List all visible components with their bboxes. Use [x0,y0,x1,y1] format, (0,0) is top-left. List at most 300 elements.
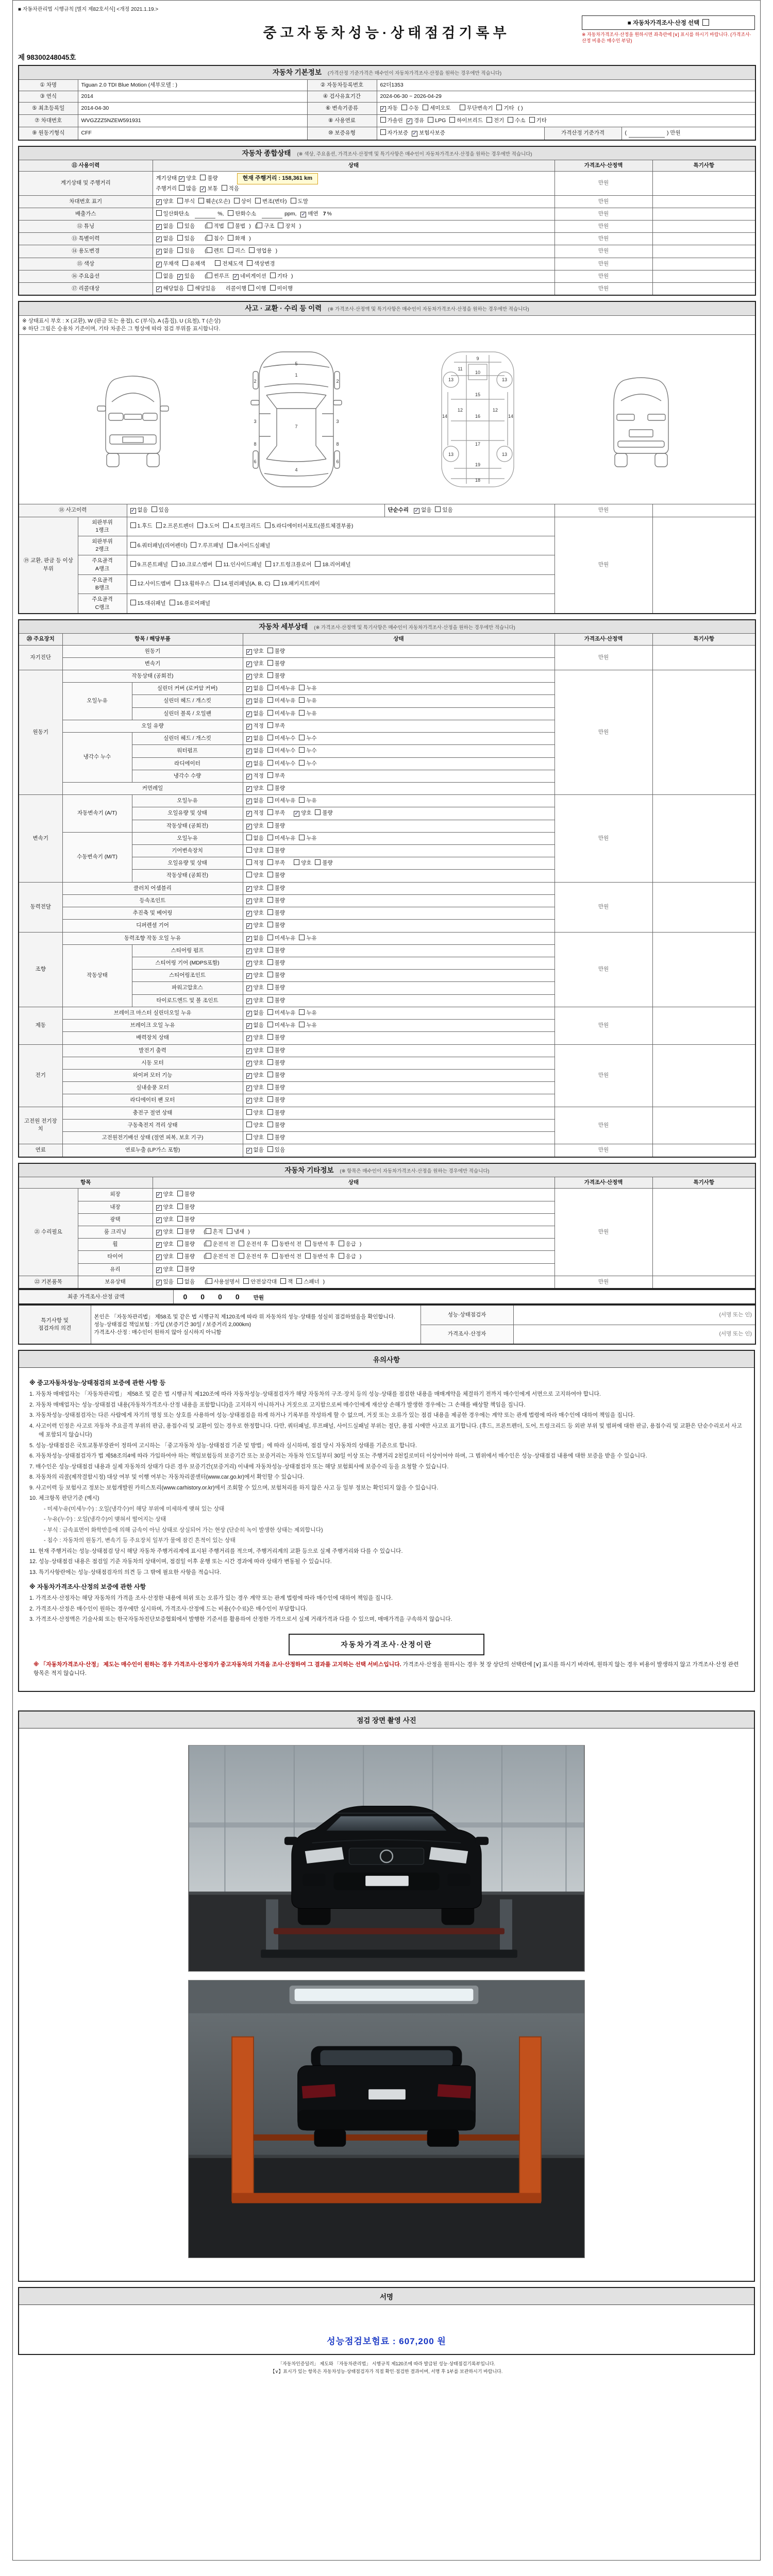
checkbox-10.크로스멤버[interactable]: 10.크로스멤버 [172,561,212,569]
document-page [12,0,761,2561]
checkbox-전기[interactable]: 전기 [486,117,504,125]
checkbox-누유[interactable]: 누유 [299,1009,316,1017]
sub-label: 실린더 커버 (로커암 커버) [132,683,243,695]
checkbox-불량[interactable]: 불량 [177,1266,195,1274]
checkbox-경유[interactable]: ✓ 경유 [407,117,425,125]
checkbox-2.프론트펜더[interactable]: 2.프론트펜더 [156,522,194,530]
checkbox-없음[interactable]: ✓ 없음 [246,710,264,717]
field-label: ⑩ 보증유형 [307,127,377,140]
sub-label: 실린더 블록 / 오일팬 [132,707,243,720]
checkbox-미세누수[interactable]: 미세누수 [267,760,296,768]
label-text: %, [217,210,224,217]
checkbox-18.리어패널[interactable]: 18.리어패널 [315,561,350,569]
checkbox-불량[interactable]: 불량 [267,972,285,979]
checkbox-양호[interactable]: ✓ 양호 [156,1228,174,1235]
checkbox-무채색[interactable]: ✓ 무채색 [156,260,179,267]
checkbox-3.도어[interactable]: 3.도어 [197,522,220,530]
sub-label: 수동변속기 (M/T) [62,832,132,882]
checkbox-없음[interactable]: ✓ 없음 [246,735,264,742]
checkbox-유채색[interactable]: 유채색 [182,260,205,268]
checkbox-해당없음[interactable]: ✓ 해당없음 [156,285,184,293]
label-text: ) [299,223,301,230]
fee-label: 성능점검보험료 : [327,2336,396,2347]
checkbox-양호[interactable]: ✓ 양호 [246,1059,264,1066]
field-label: ⑬ 특별이력 [19,233,153,245]
checkbox-불량[interactable]: 불량 [267,822,285,830]
price-cell: 만원 [554,258,652,270]
checkbox-양호[interactable]: 양호 [246,1122,264,1129]
checkbox-양호[interactable]: ✓ 양호 [246,1035,264,1042]
price-cell: 만원 [554,670,652,794]
checkbox-미세누유[interactable]: 미세누유 [267,685,296,692]
panel-number-19: 19 [475,462,481,468]
checkbox-없음[interactable]: ✓ 없음 [156,248,174,255]
checkbox-불량[interactable]: 불량 [200,175,217,182]
checkbox-양호[interactable]: ✓ 양호 [156,1253,174,1261]
sub-label: 오일누유 [132,832,243,844]
checkbox-양호[interactable]: ✓ 양호 [246,660,264,667]
checkbox-적법[interactable]: 적법 [207,223,224,230]
checkbox-누수[interactable]: 누수 [299,747,316,755]
checkbox-있음[interactable]: 있음 [177,223,195,230]
checkbox-가솔린[interactable]: 가솔린 [380,117,403,125]
checkbox-적정[interactable]: ✓ 적정 [246,722,264,730]
checkbox-불량[interactable]: 불량 [267,885,285,892]
checkbox-미세누유[interactable]: 미세누유 [267,935,296,942]
checkbox-불량[interactable]: 불량 [267,947,285,955]
checkbox-운전석 후[interactable]: 운전석 후 [239,1253,268,1261]
price-cell: 만원 [554,221,652,233]
checkbox-동반석 후[interactable]: 동반석 후 [305,1253,335,1261]
note-cell [652,795,755,883]
field-label: 동력전달 [19,882,62,932]
checkbox-적정[interactable]: ✓ 적정 [246,810,264,817]
checkbox-7.루프패널[interactable]: 7.루프패널 [191,542,223,550]
checkbox-있음[interactable]: 있음 [177,235,195,243]
sub-label: 외판부위 2랭크 [78,536,127,555]
checkbox-잭[interactable]: 잭 [280,1278,293,1286]
checkbox-영업용[interactable]: 영업용 [249,247,272,255]
checkbox-13.휠하우스[interactable]: 13.휠하우스 [175,580,210,588]
checkbox-불량[interactable]: 불량 [267,1084,285,1092]
checkbox-양호[interactable]: ✓ 양호 [246,922,264,929]
checkbox-불량[interactable]: 불량 [177,1216,195,1224]
checkbox-불량[interactable]: 불량 [267,1096,285,1104]
checkbox-없음[interactable]: ✓ 없음 [414,507,432,514]
sub-label: 주요골격 A랭크 [78,555,127,574]
field-label: 가격산정 기준가격 [544,127,621,140]
checkbox-불량[interactable]: 불량 [177,1253,195,1261]
checkbox-누수[interactable]: 누수 [299,735,316,742]
checkbox-미세누수[interactable]: 미세누수 [267,735,296,742]
checkbox-자동[interactable]: ✓ 자동 [380,105,398,112]
checkbox-침수[interactable]: 침수 [207,235,224,243]
checkbox-있음[interactable]: 있음 [177,247,195,255]
panel-number-2: 2 [254,379,257,384]
sub-label: 작동상태 [62,944,132,1007]
sub-label: 구동축전지 격리 상태 [62,1119,243,1131]
blank-field[interactable] [262,213,282,218]
checkbox-양호[interactable]: 양호 [246,1134,264,1142]
checkbox-양호[interactable]: ✓ 양호 [156,198,174,205]
footer-line-1: 「자동차인증딜러」 제도와 「자동차관리법」 시행규칙 제120조에 따라 발급된 성능·상태점검기록부입니다. [278,2361,495,2367]
checkbox-장치[interactable]: 장치 [278,223,295,230]
checkbox-불량[interactable]: 불량 [267,872,285,879]
simple-repair [384,504,554,517]
checkbox-불량[interactable]: 불량 [267,1122,285,1129]
sub-label: 브레이크 오일 누유 [62,1020,243,1032]
blank-field[interactable] [195,213,215,218]
checkbox-있음[interactable]: ✓ 있음 [178,273,195,280]
checkbox-전체도색[interactable]: 전체도색 [215,260,243,268]
checkbox-미세누유[interactable]: 미세누유 [267,835,296,842]
checkbox-17.트렁크플로어[interactable]: 17.트렁크플로어 [265,561,311,569]
checkbox-변조(변타)[interactable]: 변조(변타) [255,198,287,206]
checkbox-운전석 후[interactable]: 운전석 후 [239,1241,268,1248]
sub-label: 스티어링조인트 [132,970,243,982]
checkbox-11.인사이드패널[interactable]: 11.인사이드패널 [216,561,262,569]
checkbox-불량[interactable]: 불량 [267,897,285,905]
checkbox-렌트[interactable]: 렌트 [207,247,224,255]
value-cell [243,957,554,970]
checkbox-양호[interactable]: ✓ 양호 [156,1216,174,1223]
field-label: ⑰ 리콜대상 [19,283,153,296]
checkbox-동반석 전[interactable]: 동반석 전 [272,1241,302,1248]
vehicle-name: Tiguan 2.0 TDI Blue Motion (세부모델 : ) [78,79,307,91]
checkbox-양호[interactable]: 양호 [294,859,311,867]
checkbox-양호[interactable]: ✓ 양호 [246,985,264,992]
sub-label: 작동상태 (공회전) [62,670,243,682]
checkbox-양호[interactable]: ✓ 양호 [156,1191,174,1198]
definition-rest: 가격조사·산정을 원하시는 경우 첫 장 상단의 선택란에 [∨] 표시를 하시기 바라며, 원하지 않는 경우 비용이 발생하지 않고 가격조사·산정 관련 항목은 적지 않습니다. [33,1661,739,1677]
panel-number-7: 7 [295,424,298,430]
checkbox-네비게이션[interactable]: ✓ 네비게이션 [233,273,266,280]
checkbox-미세누수[interactable]: 미세누수 [267,747,296,755]
model-year: 2014 [78,91,307,102]
checkbox-불량[interactable]: 불량 [267,1059,285,1067]
checkbox-미세누유[interactable]: 미세누유 [267,710,296,718]
checkbox-기타[interactable]: 기타 [529,117,547,125]
checkbox-양호[interactable]: ✓ 양호 [246,785,264,792]
checkbox-양호[interactable]: ✓ 양호 [246,1047,264,1054]
sub-label: 고전원전기배선 상태 (절연 피복, 보호 기구) [62,1132,243,1144]
label-text: ( [204,1228,206,1235]
checkbox-1.후드[interactable]: 1.후드 [130,522,153,530]
accident-history-table [18,301,756,614]
checkbox-양호[interactable]: 양호 [246,872,264,879]
checkbox-기타[interactable]: 기타 [496,105,514,112]
checkbox-불량[interactable]: 불량 [267,785,285,792]
checkbox-스패너[interactable]: 스패너 [296,1278,319,1286]
field-label: ④ 검사유효기간 [307,91,377,102]
signature-space[interactable] [19,2305,754,2330]
checkbox-색상변경[interactable]: 색상변경 [247,260,275,268]
checkbox-누유[interactable]: 누유 [299,1022,316,1029]
checkbox-양호[interactable]: ✓ 양호 [246,960,264,967]
sub-label: 자동변속기 (A/T) [62,795,132,833]
signature-title: 서명 [19,2288,754,2305]
label-text: ) 만원 [667,130,681,137]
checkbox-없음[interactable]: ✓ 없음 [246,698,264,705]
checkbox-양호[interactable]: ✓ 양호 [156,1266,174,1273]
checkbox-없음[interactable]: ✓ 없음 [246,935,264,942]
checkbox-누유[interactable]: 누유 [299,710,316,718]
checkbox-6.쿼터패널(리어펜더)[interactable]: 6.쿼터패널(리어펜더) [130,542,188,550]
checkbox-양호[interactable]: ✓ 양호 [246,910,264,917]
checkbox-양호[interactable]: ✓ 양호 [246,885,264,892]
note-cell [652,283,755,296]
checkbox-양호[interactable]: 양호 [246,847,264,855]
checkbox-미세누유[interactable]: 미세누유 [267,697,296,705]
sub-label: 동력조향 작동 오일 누유 [62,932,243,944]
checkbox-누수[interactable]: 누수 [299,760,316,768]
checkbox-누유[interactable]: 누유 [299,685,316,692]
checkbox-불량[interactable]: 불량 [315,859,332,867]
value-cell [243,757,554,770]
price-cell: 만원 [554,517,652,614]
checkbox-부족[interactable]: 부족 [267,772,285,780]
checkbox-미이행[interactable]: 미이행 [270,285,293,293]
checkbox-불량[interactable]: 불량 [267,1109,285,1117]
checkbox-불량[interactable]: 불량 [267,959,285,967]
checkbox-불량[interactable]: 불량 [267,1134,285,1142]
sub-label: 유리 [78,1263,153,1276]
label-text: ( [204,1253,206,1260]
checkbox-불량[interactable]: 불량 [315,809,332,817]
checkbox-양호[interactable]: ✓ 양호 [246,1072,264,1079]
checkbox-불량[interactable]: 불량 [267,997,285,1005]
checkbox-응급[interactable]: 응급 [339,1241,356,1248]
notice-item: 10. 체크항목 판단기준 (예시) [29,1495,99,1502]
sub-label: 변속기 [62,657,243,670]
checkbox-세미오토[interactable]: 세미오토 [423,105,451,112]
price-survey-checkbox[interactable] [702,19,709,26]
checkbox-양호[interactable]: ✓ 양호 [246,648,264,655]
checkbox-불량[interactable]: 불량 [177,1191,195,1198]
checkbox-없음[interactable]: ✓ 없음 [246,760,264,767]
price-survey-select[interactable] [582,15,755,30]
value-cell [243,894,554,907]
checkbox-있음[interactable]: ✓ 있음 [156,1278,174,1285]
label-text: ( [205,223,207,230]
checkbox-수소[interactable]: 수소 [508,117,525,125]
checkbox-동반석 전[interactable]: 동반석 전 [272,1253,302,1261]
label-text: ) [249,223,251,230]
notice-box [18,1350,755,1692]
checkbox-불량[interactable]: 불량 [177,1228,195,1236]
sub-label: 라디에이터 [132,757,243,770]
checkbox-미세누유[interactable]: 미세누유 [267,1022,296,1029]
value-cell [243,1144,554,1157]
checkbox-불량[interactable]: 불량 [267,1047,285,1055]
checkbox-사용설명서[interactable]: 사용설명서 [207,1278,240,1286]
checkbox-양호[interactable]: ✓ 양호 [156,1204,174,1211]
checkbox-없음[interactable]: ✓ 없음 [246,1147,264,1154]
sub-label: 커먼레일 [62,782,243,794]
checkbox-없음[interactable]: ✓ 없음 [246,748,264,755]
checkbox-LPG[interactable]: LPG [428,117,446,125]
label-text: 계기상태 [156,175,177,182]
checkbox-기타[interactable]: 기타 [270,273,288,280]
checkbox-불량[interactable]: 불량 [267,1034,285,1042]
checkbox-자가보증[interactable]: 자가보증 [380,129,409,137]
checkbox-없음[interactable]: ✓ 없음 [246,798,264,805]
checkbox-미세누유[interactable]: 미세누유 [267,1009,296,1017]
checkbox-없음[interactable]: ✓ 없음 [246,1009,264,1016]
checkbox-4.트렁크리드[interactable]: 4.트렁크리드 [223,522,261,530]
form-reference: ■ 자동차관리법 시행규칙 [별지 제82호서식] <개정 2021.1.19.> [18,7,159,12]
recall [153,283,554,296]
note-cell [652,270,755,282]
checkbox-없음[interactable]: ✓ 없음 [246,1022,264,1029]
checkbox-흔적[interactable]: 흔적 [206,1228,223,1236]
checkbox-양호[interactable]: ✓ 양호 [246,972,264,979]
checkbox-무단변속기[interactable]: 무단변속기 [460,105,493,112]
label-text: 만원 [253,1295,264,1301]
checkbox-있음[interactable]: 있음 [152,506,169,514]
checkbox-양호[interactable]: ✓ 양호 [246,997,264,1004]
checkbox-양호[interactable]: ✓ 양호 [246,1097,264,1104]
notice-item: 3. 자동차성능·상태점검자는 다른 사람에게 자기의 명칭 또는 상호를 사용하여 성능·상태점검을 하게 하거나 기록부를 작성하게 할 수 없으며, 거짓 또는 오류가 있는 점검 내용을 제공한 경우에는 계약 또는 관계 법령에 따라 매수인에 대하여 책임을 집니다. [29,1412,635,1419]
checkbox-미세누유[interactable]: 미세누유 [267,797,296,805]
sub-label: 외판부위 1랭크 [78,517,127,536]
checkbox-양호[interactable]: ✓ 양호 [294,810,312,817]
checkbox-적정[interactable]: ✓ 적정 [246,772,264,779]
overall-condition-table [18,146,756,296]
checkbox-없음[interactable]: ✓ 없음 [130,507,148,514]
checkbox-양호[interactable]: ✓ 양호 [156,1241,174,1248]
checkbox-9.프론트패널[interactable]: 9.프론트패널 [130,561,168,569]
checkbox-불량[interactable]: 불량 [267,672,285,680]
column-header: ⑪ 사용이력 [19,160,153,172]
checkbox-불량[interactable]: 불량 [267,660,285,668]
checkbox-보통[interactable]: ✓ 보통 [200,185,218,193]
checkbox-누유[interactable]: 누유 [299,797,316,805]
checkbox-썬루프[interactable]: 썬루프 [207,273,229,280]
checkbox-수동[interactable]: 수동 [401,105,419,112]
panel-number-3: 3 [254,419,257,425]
checkbox-불량[interactable]: 불량 [267,648,285,655]
checkbox-양호[interactable]: ✓ 양호 [246,672,264,680]
checkbox-14.필러패널(A, B, C)[interactable]: 14.필러패널(A, B, C) [214,580,270,588]
checkbox-15.대쉬패널[interactable]: 15.대쉬패널 [130,600,166,607]
checkbox-적정[interactable]: 적정 [246,859,264,867]
sub-label: 냉각수 수량 [132,770,243,782]
checkbox-운전석 전[interactable]: 운전석 전 [206,1253,236,1261]
checkbox-양호[interactable]: ✓ 양호 [179,175,197,182]
checkbox-누유[interactable]: 누유 [299,935,316,942]
checkbox-불법[interactable]: 불법 [228,223,245,230]
checkbox-16.플로어패널[interactable]: 16.플로어패널 [170,600,210,607]
field-label: 조향 [19,932,62,1007]
sub-label: 오일누유 [132,795,243,807]
checkbox-불량[interactable]: 불량 [267,909,285,917]
checkbox-불량[interactable]: 불량 [267,984,285,992]
checkbox-양호[interactable]: ✓ 양호 [246,822,264,829]
checkbox-19.패키지트레이[interactable]: 19.패키지트레이 [274,580,320,588]
checkbox-응급[interactable]: 응급 [339,1253,356,1261]
checkbox-12.사이드멤버[interactable]: 12.사이드멤버 [130,580,171,588]
checkbox-불량[interactable]: 불량 [267,847,285,855]
blank-field[interactable] [629,132,665,138]
checkbox-많음[interactable]: 많음 [179,185,196,193]
checkbox-5.라디에이터서포트(볼트체결부품)[interactable]: 5.라디에이터서포트(볼트체결부품) [265,522,354,530]
checkbox-리스[interactable]: 리스 [228,247,245,255]
value-cell [243,683,554,695]
checkbox-불량[interactable]: 불량 [177,1204,195,1211]
checkbox-하이브리드[interactable]: 하이브리드 [449,117,483,125]
note-cell [652,195,755,208]
checkbox-안전삼각대[interactable]: 안전삼각대 [243,1278,277,1286]
checkbox-도말[interactable]: 도말 [291,198,308,206]
checkbox-양호[interactable]: ✓ 양호 [246,947,264,954]
checkbox-양호[interactable]: 양호 [246,1109,264,1117]
field-label: 제동 [19,1007,62,1044]
value-cell [243,1094,554,1107]
label-text: 리콜이행 [225,285,247,292]
panel-number-11: 11 [458,366,463,372]
checkbox-없음[interactable]: ✓ 없음 [156,223,174,230]
final-price-value [173,1290,755,1304]
value-cell [243,657,554,670]
checkbox-이행[interactable]: 이행 [248,285,266,293]
checkbox-불량[interactable]: 불량 [267,922,285,929]
checkbox-탄화수소[interactable]: 탄화수소 [228,210,256,218]
checkbox-구조[interactable]: 구조 [257,223,274,230]
price-survey-note: ※ 자동차가격조사·산정을 원하시면 좌측란에 [∨] 표시를 하시기 바랍니다. (가격조사·산정 비용은 매수인 부담) [582,32,751,44]
checkbox-보험사보증[interactable]: ✓ 보험사보증 [412,130,445,137]
photo-section-title: 점검 장면 촬영 사진 [19,1711,754,1728]
field-label: ⑭ 용도변경 [19,245,153,258]
checkbox-있음[interactable]: 있음 [267,1146,285,1154]
checkbox-적음[interactable]: 적음 [222,185,239,193]
checkbox-화재[interactable]: 화재 [228,235,245,243]
checkbox-냄새[interactable]: 냄새 [227,1228,244,1236]
checkbox-부족[interactable]: 부족 [267,809,285,817]
checkbox-운전석 전[interactable]: 운전석 전 [206,1241,236,1248]
checkbox-없음[interactable]: 없음 [156,273,174,280]
price-cell: 만원 [554,283,652,296]
checkbox-해당있음[interactable]: 해당있음 [188,285,216,293]
checkbox-누유[interactable]: 누유 [299,697,316,705]
checkbox-누유[interactable]: 누유 [299,835,316,842]
checkbox-부족[interactable]: 부족 [267,859,285,867]
checkbox-매연[interactable]: ✓ 매연 [301,210,318,217]
checkbox-부족[interactable]: 부족 [267,722,285,730]
checkbox-8.사이드실패널[interactable]: 8.사이드실패널 [227,542,271,550]
checkbox-없음[interactable]: 없음 [246,835,264,842]
checkbox-양호[interactable]: ✓ 양호 [246,1084,264,1092]
checkbox-상이[interactable]: 상이 [234,198,251,206]
checkbox-있음[interactable]: 있음 [435,506,452,514]
note-cell [652,208,755,220]
checkbox-부식[interactable]: 부식 [177,198,195,206]
checkbox-양호[interactable]: ✓ 양호 [246,897,264,904]
checkbox-일산화탄소[interactable]: 일산화탄소 [156,210,190,218]
checkbox-불량[interactable]: 불량 [267,1072,285,1079]
section-title-etc: 자동차 기타정보 (※ 항목은 매수인이 자동차가격조사·산정을 원하는 경우에만 적습니다) [19,1163,755,1177]
sub-label: 추진축 및 베어링 [62,907,243,920]
notice-item: 11. 현재 주행거리는 성능·상태점검 당시 해당 자동차 주행거리계에 표시된 주행거리를 적으며, 주행거리계의 교환 등으로 실제 주행거리와 다를 수 있습니다. [29,1548,403,1554]
checkbox-없음[interactable]: ✓ 없음 [246,685,264,692]
checkbox-없음[interactable]: 없음 [177,1278,195,1286]
checkbox-없음[interactable]: ✓ 없음 [156,235,174,243]
checkbox-동반석 후[interactable]: 동반석 후 [305,1241,335,1248]
note-cell [652,258,755,270]
note-cell [652,172,755,195]
checkbox-훼손(오손)[interactable]: 훼손(오손) [198,198,230,206]
checkbox-불량[interactable]: 불량 [177,1241,195,1248]
